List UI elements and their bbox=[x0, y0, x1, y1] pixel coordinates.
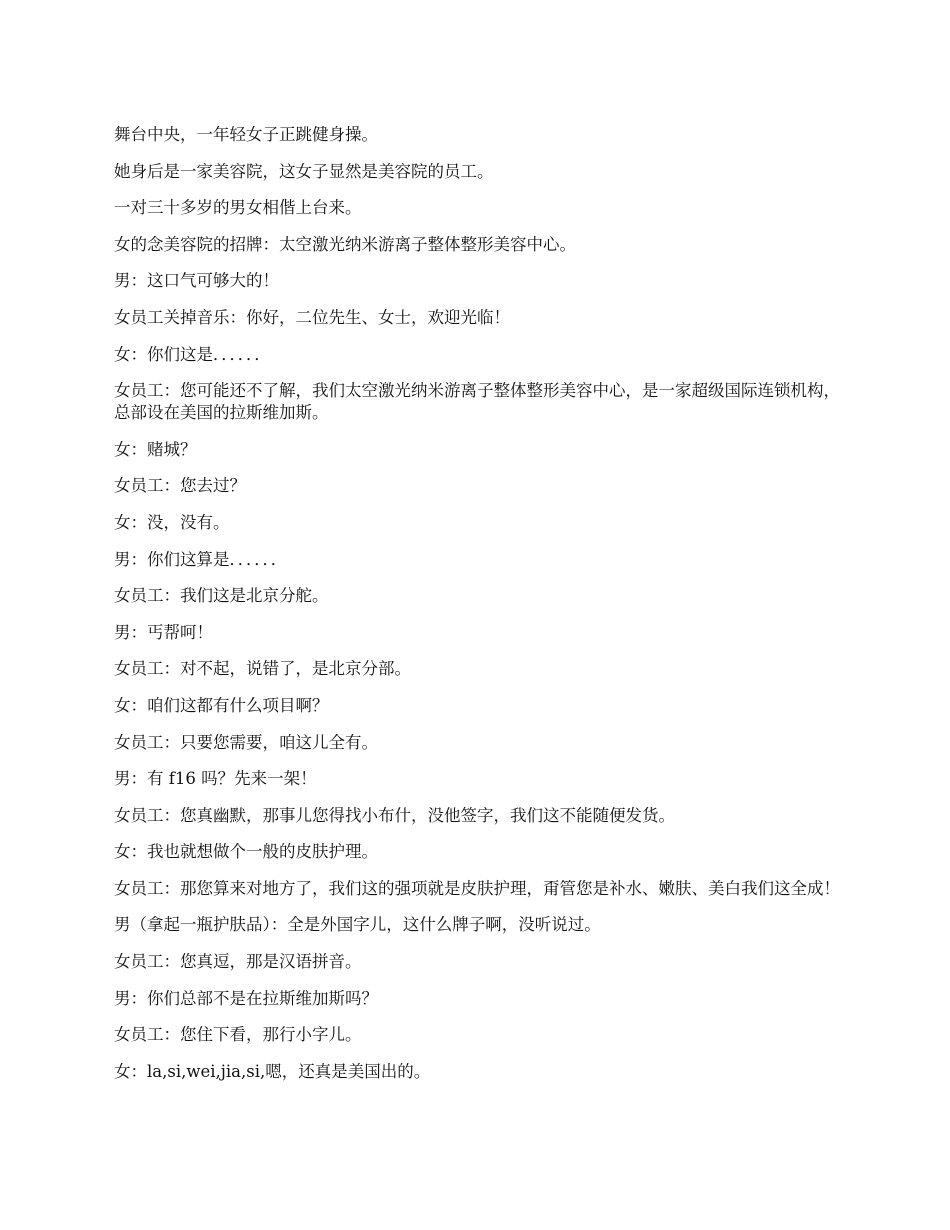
paragraph: 女：咱们这都有什么项目啊？ bbox=[114, 695, 329, 715]
paragraph: 女：赌城？ bbox=[114, 439, 197, 459]
paragraph: 女：没，没有。 bbox=[114, 512, 230, 532]
paragraph: 男：有 f16 吗？先来一架！ bbox=[114, 769, 317, 789]
paragraph: 女员工：只要您需要，咱这儿全有。 bbox=[114, 732, 378, 752]
paragraph: 女员工：对不起，说错了，是北京分部。 bbox=[114, 659, 411, 679]
paragraph: 女员工：您住下看，那行小字儿。 bbox=[114, 1025, 362, 1045]
paragraph: 男：丐帮呵！ bbox=[114, 622, 213, 642]
paragraph: 男（拿起一瓶护肤品）：全是外国字儿，这什么牌子啊，没听说过。 bbox=[114, 915, 601, 935]
paragraph: 女的念美容院的招牌：太空激光纳米游离子整体整形美容中心。 bbox=[114, 234, 576, 254]
paragraph: 女：你们这是．．．．．． bbox=[114, 344, 271, 364]
paragraph: 一对三十多岁的男女相偕上台来。 bbox=[114, 198, 362, 218]
paragraph: 女员工：我们这是北京分舵。 bbox=[114, 586, 329, 606]
paragraph: 女员工：您真幽默，那事儿您得找小布什，没他签字，我们这不能随便发货。 bbox=[114, 805, 675, 825]
paragraph: 男：你们总部不是在拉斯维加斯吗？ bbox=[114, 988, 378, 1008]
paragraph: 女员工：您去过？ bbox=[114, 476, 246, 496]
paragraph: 女：la,si,wei,jia,si,嗯，还真是美国出的。 bbox=[114, 1061, 431, 1081]
paragraph: 女员工：那您算来对地方了，我们这的强项就是皮肤护理，甭管您是补水、嫩肤、美白我们这全成！ bbox=[114, 878, 840, 898]
paragraph: 舞台中央，一年轻女子正跳健身操。 bbox=[114, 125, 378, 144]
paragraph: 女：我也就想做个一般的皮肤护理。 bbox=[114, 842, 378, 862]
paragraph: 女员工：您可能还不了解，我们太空激光纳米游离子整体整形美容中心，是一家超级国际连锁机构，总部设在美国的拉斯维加斯。 bbox=[114, 381, 840, 423]
paragraph: 她身后是一家美容院，这女子显然是美容院的员工。 bbox=[114, 161, 494, 181]
paragraph: 男：你们这算是．．．．．． bbox=[114, 549, 288, 569]
paragraph: 女员工关掉音乐：你好，二位先生、女士，欢迎光临！ bbox=[114, 307, 510, 327]
script-text bbox=[114, 124, 842, 1097]
paragraph: 女员工：您真逗，那是汉语拼音。 bbox=[114, 952, 362, 972]
paragraph: 男：这口气可够大的！ bbox=[114, 271, 279, 291]
